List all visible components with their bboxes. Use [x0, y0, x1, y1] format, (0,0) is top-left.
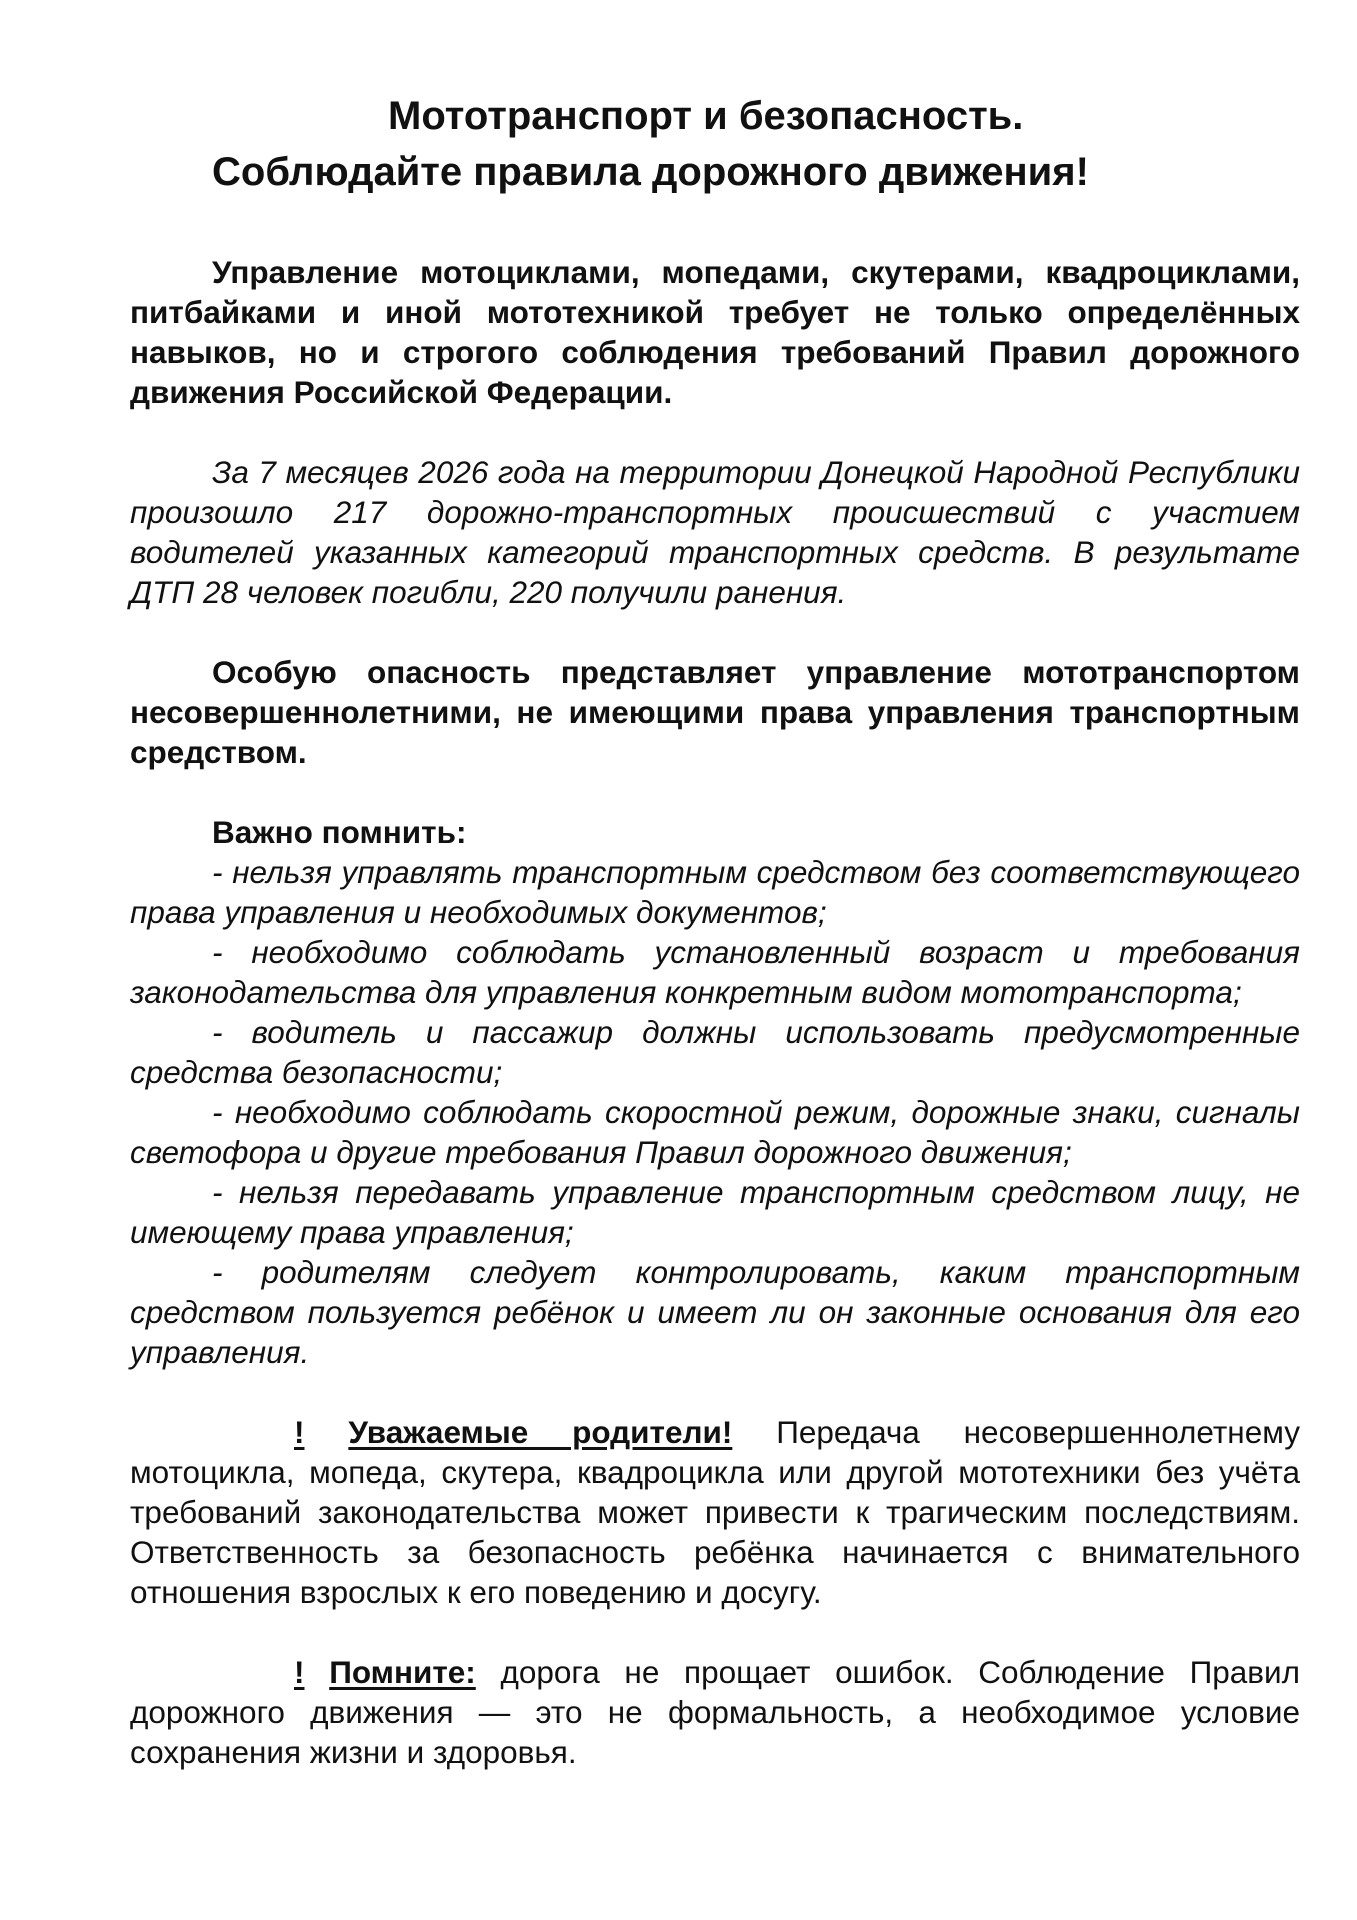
intro-paragraph: Управление мотоциклами, мопедами, скутерами, квадроциклами, питбайками и иной мототехникой требует не только определённых навыков, но и строгого соблюдения требований Правил дорожного движения Российской Федерации. — [130, 254, 1300, 410]
rule-item: - необходимо соблюдать установленный возраст и требования законодательства для управления конкретным видом мототранспорта; — [130, 934, 1300, 1010]
exclamation-icon: ! — [294, 1414, 305, 1450]
rule-item: - водитель и пассажир должны использовать предусмотренные средства безопасности; — [130, 1014, 1300, 1090]
document-page — [130, 88, 1300, 1772]
title-line-2: Соблюдайте правила дорожного движения! — [212, 150, 1089, 194]
remember-text: дорога не прощает ошибок. Соблюдение Правил дорожного движения — это не формальность, а необходимое условие сохранения жизни и здоровья. — [130, 1654, 1300, 1770]
parents-text: Передача несовершеннолетнему мотоцикла, мопеда, скутера, квадроцикла или другой мототехники без учёта требований законодательства может привести к трагическим последствиям. Ответственность за безопасность ребёнка начинается с внимательного отношения взрослых к его поведению и досугу. — [130, 1414, 1300, 1610]
rule-item: - родителям следует контролировать, каким транспортным средством пользуется ребёнок и имеет ли он законные основания для его управления. — [130, 1254, 1300, 1370]
parents-paragraph — [130, 1412, 1300, 1612]
parents-lead: Уважаемые родители! — [348, 1414, 733, 1450]
exclamation-icon: ! — [294, 1654, 305, 1690]
title-line-1: Мототранспорт и безопасность. — [388, 94, 1024, 138]
remember-lead: Помните: — [329, 1654, 476, 1690]
important-heading: Важно помнить: — [212, 814, 467, 850]
important-section — [130, 812, 1300, 1372]
remember-paragraph — [130, 1652, 1300, 1772]
rule-item: - необходимо соблюдать скоростной режим, дорожные знаки, сигналы светофора и другие требования Правил дорожного движения; — [130, 1094, 1300, 1170]
document-title — [130, 88, 1300, 200]
rule-item: - нельзя передавать управление транспортным средством лицу, не имеющему права управления; — [130, 1174, 1300, 1250]
rule-item: - нельзя управлять транспортным средством без соответствующего права управления и необходимых документов; — [130, 854, 1300, 930]
statistics-paragraph: За 7 месяцев 2026 года на территории Донецкой Народной Республики произошло 217 дорожно-транспортных происшествий с участием водителей указанных категорий транспортных средств. В результате ДТП 28 человек погибли, 220 получили ранения. — [130, 454, 1300, 610]
danger-paragraph: Особую опасность представляет управление мототранспортом несовершеннолетними, не имеющими права управления транспортным средством. — [130, 654, 1300, 770]
